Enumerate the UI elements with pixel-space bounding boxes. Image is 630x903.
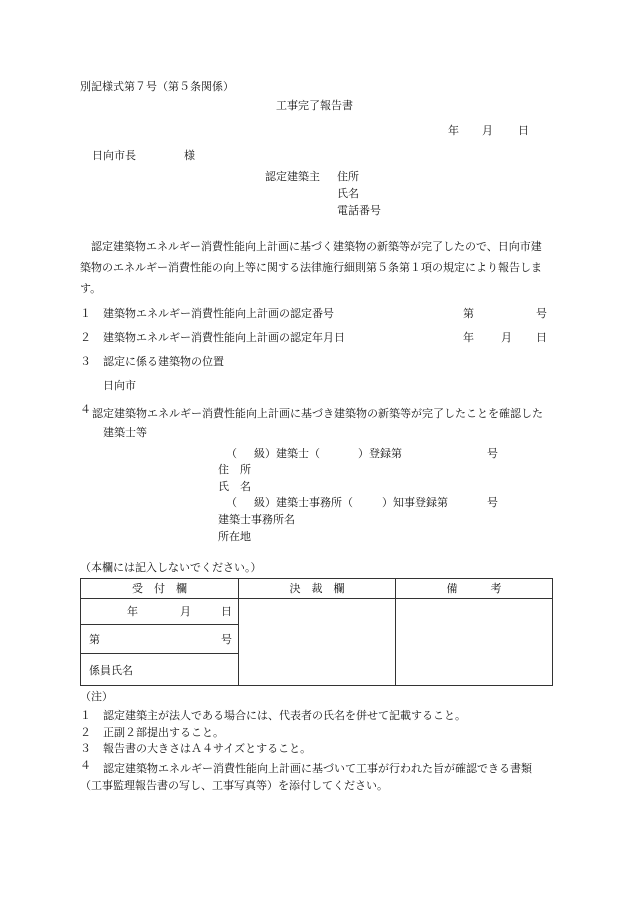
- addressee-name: 日向市長: [92, 149, 136, 162]
- item-4-text: 認定建築物エネルギー消費性能向上計画に基づき建築物の新築等が完了したことを確認した建築士等: [92, 407, 543, 439]
- office-qualification: 級）建築士事務所（: [254, 496, 353, 509]
- architect-number-suffix: 号: [487, 447, 498, 460]
- note-4-number: ４: [80, 759, 91, 772]
- applicant-address-label: 住所: [337, 170, 359, 183]
- applicant-role: 認定建築主: [265, 170, 320, 183]
- staff-name-cell: [81, 654, 239, 686]
- item-3-location: 日向市: [103, 379, 136, 392]
- reception-day-label: 日: [221, 605, 232, 618]
- item-2-day: 日: [536, 331, 547, 344]
- note-1-text: 認定建築主が法人である場合には、代表者の氏名を併せて記載すること。: [103, 709, 466, 722]
- office-qualification-open: （: [226, 496, 237, 509]
- table-note: （本欄には記入しないでください。）: [80, 561, 262, 574]
- item-2-number: ２: [80, 331, 91, 344]
- item-1-number: １: [80, 307, 91, 320]
- office-use-table: [80, 578, 553, 686]
- item-3-number: ３: [80, 355, 91, 368]
- date-month-label: 月: [482, 124, 493, 137]
- applicant-name-label: 氏名: [337, 187, 359, 200]
- reception-number-cell: [81, 625, 239, 654]
- reception-month-label: 月: [180, 605, 191, 618]
- item-2-month: 月: [501, 331, 512, 344]
- architect-qualification: 級）建築士（: [254, 447, 320, 460]
- document-title: 工事完了報告書: [276, 99, 353, 112]
- date-day-label: 日: [518, 124, 529, 137]
- addressee-honorific: 様: [184, 149, 195, 162]
- form-number: 別記様式第７号（第５条関係）: [80, 80, 234, 93]
- staff-name-label: 係員氏名: [89, 664, 133, 677]
- item-4-number: ４: [80, 403, 91, 416]
- note-1-number: １: [80, 709, 91, 722]
- header-remarks: 備 考: [396, 579, 553, 599]
- architect-registration: ）登録第: [358, 447, 402, 460]
- reception-number-go: 号: [221, 633, 232, 646]
- note-4-text: 認定建築物エネルギー消費性能向上計画に基づいて工事が行われた旨が確認できる書類（工事監理報告書の写し、工事写真等）を添付してください。: [80, 762, 532, 792]
- header-approval: 決 裁 欄: [239, 579, 396, 599]
- architect-qualification-open: （: [226, 447, 237, 460]
- header-reception: 受 付 欄: [81, 579, 239, 599]
- reception-number-dai: 第: [89, 633, 100, 646]
- approval-cell: [239, 599, 396, 686]
- note-3-number: ３: [80, 742, 91, 755]
- note-2-number: ２: [80, 726, 91, 739]
- item-2-text: 建築物エネルギー消費性能向上計画の認定年月日: [103, 331, 345, 344]
- reception-year-label: 年: [127, 605, 138, 618]
- office-location-label: 所在地: [218, 530, 251, 543]
- body-paragraph: 認定建築物エネルギー消費性能向上計画に基づく建築物の新築等が完了したので、日向市建築物のエネルギー消費性能の向上等に関する法律施行細則第５条第１項の規定により報告します。: [80, 240, 542, 295]
- office-number-suffix: 号: [487, 496, 498, 509]
- remarks-cell: [396, 599, 553, 686]
- item-1-go: 号: [536, 307, 547, 320]
- office-name-label: 建築士事務所名: [218, 513, 295, 526]
- note-3-text: 報告書の大きさはＡ４サイズとすること。: [103, 742, 312, 755]
- item-3-text: 認定に係る建築物の位置: [103, 355, 224, 368]
- reception-date-cell: [81, 599, 239, 625]
- architect-name-label: 氏 名: [218, 480, 251, 493]
- notes-heading: （注）: [80, 690, 113, 703]
- item-1-dai: 第: [463, 307, 474, 320]
- applicant-phone-label: 電話番号: [337, 204, 381, 217]
- office-registration: ）知事登録第: [382, 496, 448, 509]
- architect-address-label: 住 所: [218, 463, 251, 476]
- item-1-text: 建築物エネルギー消費性能向上計画の認定番号: [103, 307, 334, 320]
- date-year-label: 年: [448, 124, 459, 137]
- note-2-text: 正副２部提出すること。: [103, 726, 224, 739]
- item-2-year: 年: [463, 331, 474, 344]
